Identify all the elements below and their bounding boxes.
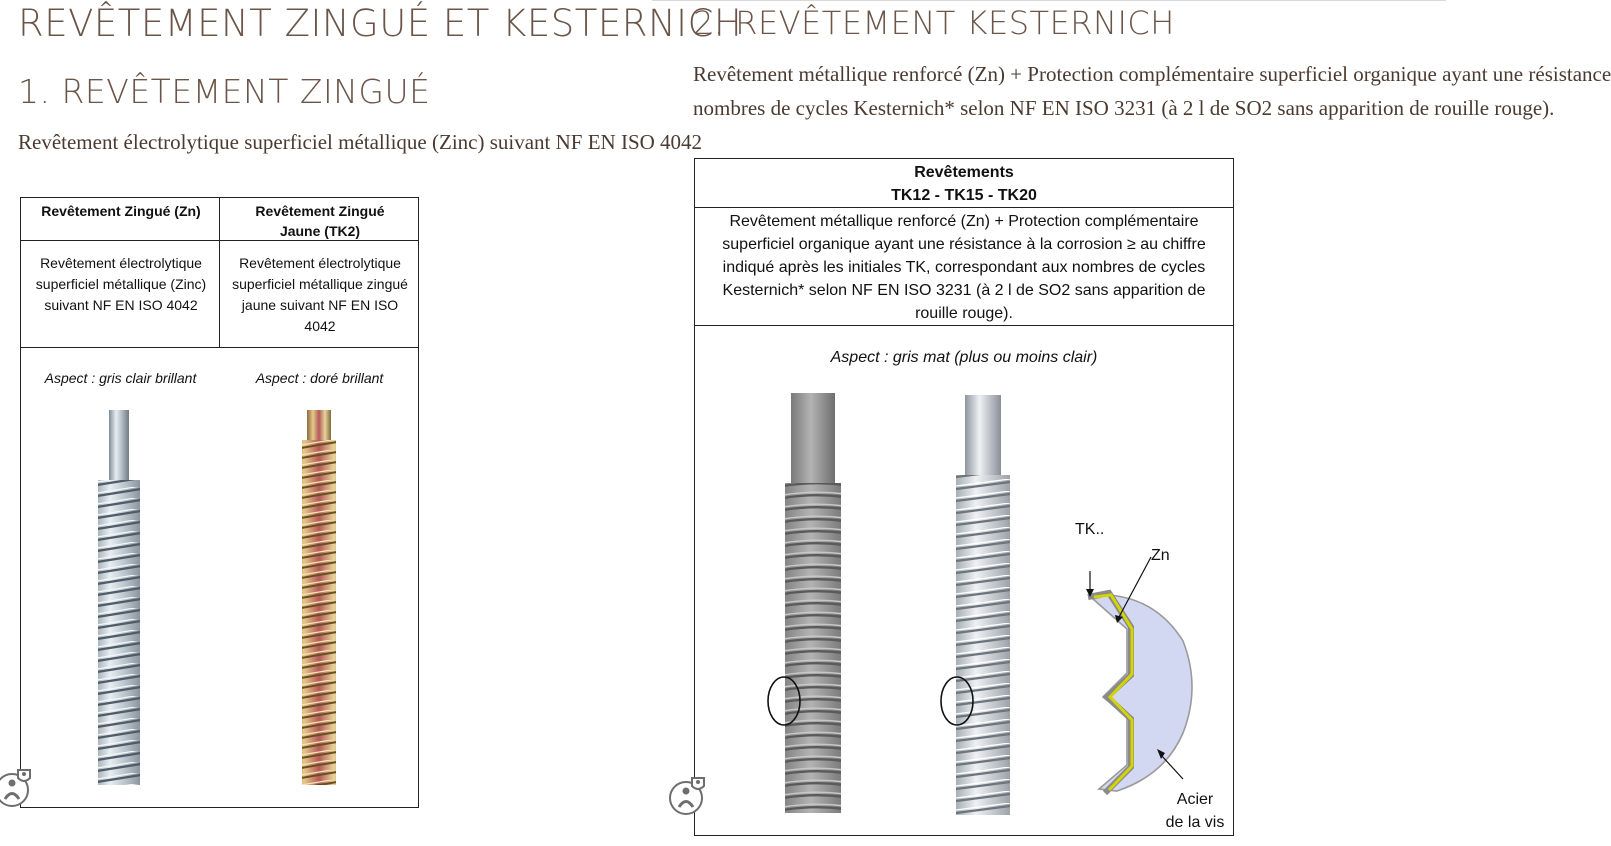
table-desc-tk2: Revêtement électrolytique superficiel métallique zingué jaune suivant NF EN ISO 4042	[232, 255, 408, 334]
kesternich-table	[694, 158, 1234, 836]
right-page-panel	[652, 0, 1611, 846]
zinc-screw-image	[89, 410, 149, 790]
table-header-tk2: Revêtement Zingué Jaune (TK2)	[255, 203, 385, 239]
table-header-zn: Revêtement Zingué (Zn)	[41, 203, 201, 219]
section-paragraph-kesternich-line2: nombres de cycles Kesternich* selon NF EN ISO 3231 (à 2 l de SO2 sans apparition de rouille rouge).	[693, 96, 1555, 120]
accessibility-icon[interactable]	[668, 772, 710, 820]
table-desc-zn: Revêtement électrolytique superficiel métallique (Zinc) suivant NF EN ISO 4042	[35, 255, 207, 313]
accessibility-icon[interactable]	[0, 764, 36, 812]
kesternich-aspect-label: Aspect : gris mat (plus ou moins clair)	[830, 349, 1098, 366]
diagram-label-zn: Zn	[1151, 547, 1170, 564]
highlight-circle-silver	[939, 673, 979, 729]
left-page-panel	[0, 0, 743, 846]
section-heading-zingue: 1. REVÊTEMENT ZINGUÉ	[18, 72, 431, 111]
page-title: REVÊTEMENT ZINGUÉ ET KESTERNICH	[18, 2, 743, 45]
section-paragraph-zingue: Revêtement électrolytique superficiel métallique (Zinc) suivant NF EN ISO 4042	[18, 130, 703, 154]
highlight-circle-grey	[765, 673, 805, 729]
kesternich-description: Revêtement métallique renforcé (Zn) + Protection complémentaire superficiel organique ayant une résistance à la corrosion ≥ au chiffre indiqué après les initiales TK, correspondant aux nombres de cycles Kesternich* selon NF EN ISO 3231 (à 2 l de SO2 sans apparition de rouille rouge).	[722, 213, 1206, 322]
yellow-zinc-screw-image	[289, 410, 349, 790]
section-heading-kesternich: 2. REVÊTEMENT KESTERNICH	[693, 4, 1175, 42]
aspect-label-zn: Aspect : gris clair brillant	[44, 370, 197, 386]
kesternich-header-line2: TK12 - TK15 - TK20	[891, 187, 1037, 204]
diagram-label-tk: TK..	[1075, 521, 1105, 538]
coating-cross-section-diagram	[1075, 577, 1225, 807]
kesternich-header-line1: Revêtements	[914, 164, 1014, 181]
tk-silver-screw-image	[948, 395, 1018, 815]
zingue-comparison-table	[20, 197, 419, 808]
section-paragraph-kesternich-line1: Revêtement métallique renforcé (Zn) + Protection complémentaire superficiel organique ayant une résistance	[693, 62, 1611, 86]
tk-grey-screw-image	[779, 393, 849, 813]
diagram-label-steel-line1: Acier	[1176, 791, 1214, 808]
aspect-label-tk2: Aspect : doré brillant	[255, 370, 384, 386]
diagram-label-steel-line2: de la vis	[1165, 814, 1225, 831]
